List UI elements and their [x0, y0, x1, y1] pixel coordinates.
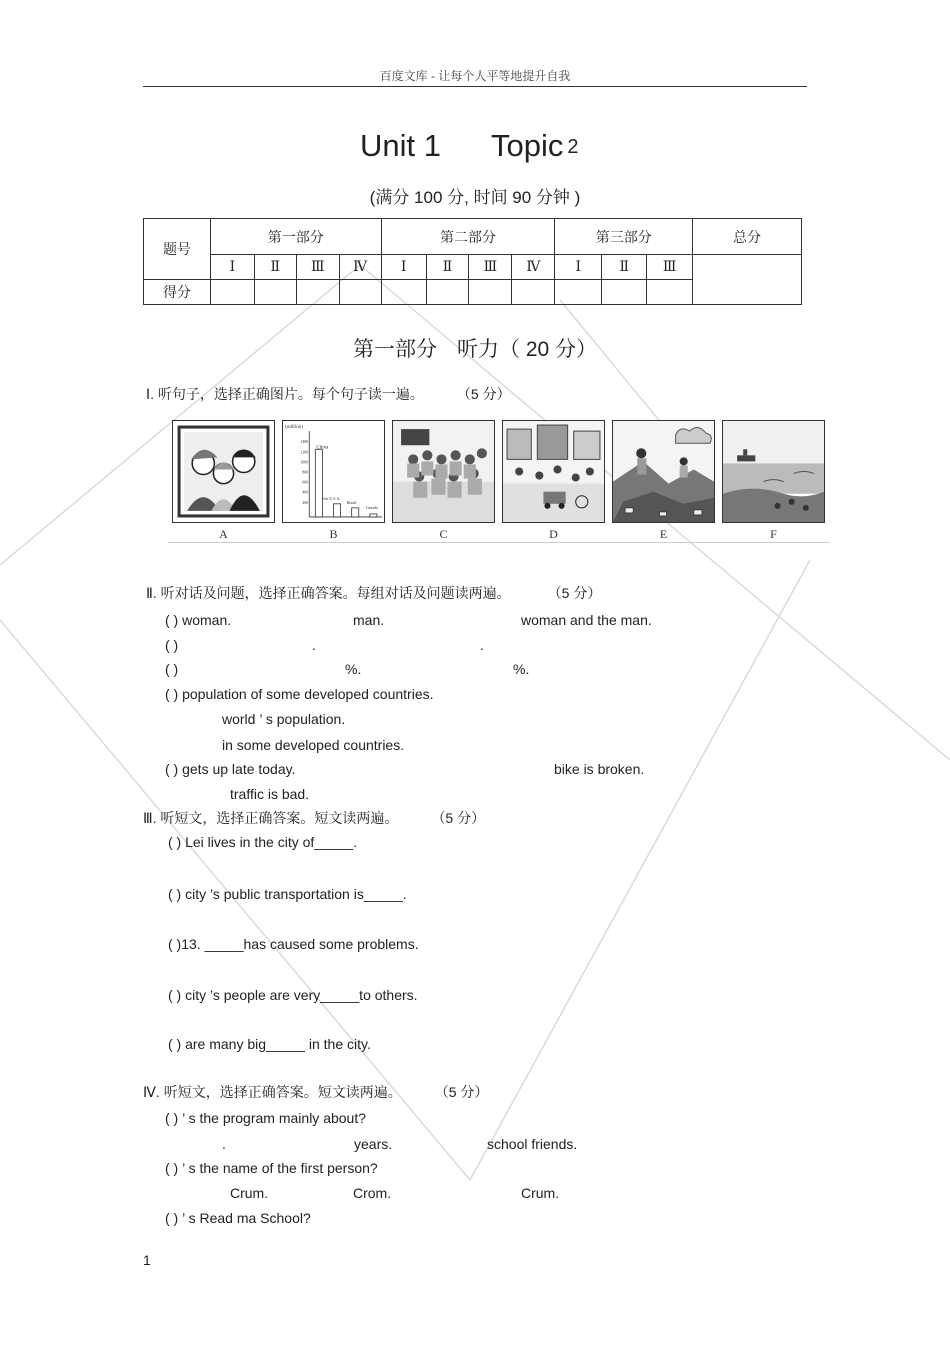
- title-topic: Topic: [490, 128, 564, 163]
- answer-option: in some developed countries.: [222, 737, 405, 753]
- part3-heading: [143, 808, 485, 828]
- chart-tick: 1200: [300, 449, 309, 455]
- answer-option: %.: [513, 661, 530, 677]
- part1-points: （5 分）: [463, 386, 511, 402]
- section1-heading: [0, 333, 950, 363]
- part1-heading-text: Ⅰ. 听句子，选择正确图片。每个句子读一遍。: [146, 386, 424, 402]
- answer-option: .: [222, 1136, 226, 1152]
- chart-tick: 600: [302, 479, 309, 485]
- part3-points: （5 分）: [438, 810, 486, 826]
- question-line: ( ) gets up late today.: [165, 761, 296, 777]
- score-table-total: 总分: [693, 219, 802, 255]
- answer-option: .: [312, 637, 316, 653]
- part4-points: （5 分）: [441, 1084, 489, 1100]
- picture-label-e: E: [659, 527, 668, 541]
- score-cell[interactable]: [296, 280, 339, 305]
- score-cell[interactable]: [339, 280, 381, 305]
- score-table: [143, 218, 802, 305]
- family-portrait-icon: [172, 420, 275, 523]
- chart-tick: 400: [302, 489, 309, 495]
- section1-title: 第一部分: [352, 338, 437, 361]
- crowded-classroom-icon: [392, 420, 495, 523]
- answer-option: world ’ s population.: [222, 711, 346, 727]
- score-cell[interactable]: [210, 280, 254, 305]
- question-line: ( ) woman.: [165, 612, 232, 628]
- polluted-mountain-icon: [612, 420, 715, 523]
- section1-subtitle: 听力（ 20 分）: [456, 338, 598, 361]
- question-line: ( ) ’ s Read ma School?: [165, 1210, 311, 1226]
- chart-label-usa: the U.S.A.: [323, 495, 341, 501]
- score-cell[interactable]: [647, 280, 693, 305]
- answer-option: .: [480, 637, 484, 653]
- picture-label-a: A: [219, 527, 228, 541]
- part1-heading: [146, 384, 511, 404]
- chart-unit-label: (million): [285, 424, 303, 431]
- chart-label-canada: Canada: [365, 504, 378, 510]
- score-table-label-score: 得分: [144, 280, 211, 305]
- question-line: ( ): [165, 661, 179, 677]
- score-col: Ⅳ: [512, 255, 555, 280]
- answer-option: bike is broken.: [554, 761, 645, 777]
- answer-option: Crum.: [521, 1185, 560, 1201]
- score-col: Ⅲ: [469, 255, 512, 280]
- score-col: Ⅲ: [296, 255, 339, 280]
- page-header: 百度文库 - 让每个人平等地提升自我: [379, 69, 571, 83]
- answer-option: Crom.: [353, 1185, 392, 1201]
- score-total-cell[interactable]: [693, 255, 802, 305]
- score-col: Ⅱ: [426, 255, 469, 280]
- chart-tick: 800: [302, 469, 309, 475]
- title-topic-number: 2: [567, 136, 579, 158]
- score-cell[interactable]: [555, 280, 602, 305]
- picture-label-c: C: [439, 527, 448, 541]
- question-line: ( ) are many big_____ in the city.: [168, 1036, 371, 1052]
- page-subtitle: (满分 100 分, 时间 90 分钟 ): [369, 188, 581, 207]
- page-title: [360, 128, 578, 164]
- header-divider: [143, 86, 807, 87]
- chart-tick: 1000: [300, 459, 309, 465]
- score-col: Ⅲ: [647, 255, 693, 280]
- answer-option: school friends.: [487, 1136, 578, 1152]
- part4-heading-text: Ⅳ. 听短文，选择正确答案。短文读两遍。: [143, 1084, 402, 1100]
- question-line: ( ) ’ s the program mainly about?: [165, 1110, 367, 1126]
- chart-tick: 1400: [300, 439, 309, 445]
- score-col: Ⅱ: [602, 255, 647, 280]
- part2-heading-text: Ⅱ. 听对话及问题，选择正确答案。每组对话及问题读两遍。: [146, 585, 511, 601]
- part4-heading: [143, 1082, 488, 1102]
- score-col: Ⅱ: [254, 255, 296, 280]
- part2-heading: [146, 583, 601, 603]
- score-col: Ⅰ: [555, 255, 602, 280]
- score-cell[interactable]: [381, 280, 426, 305]
- question-line: ( ): [165, 637, 179, 653]
- score-cell[interactable]: [602, 280, 647, 305]
- chart-label-china: China: [316, 444, 329, 451]
- score-col: Ⅰ: [210, 255, 254, 280]
- answer-option: years.: [354, 1136, 393, 1152]
- score-table-part1: 第一部分: [210, 219, 381, 255]
- score-table-label-question: 题号: [144, 219, 211, 280]
- score-table-part2: 第二部分: [381, 219, 555, 255]
- chart-tick: 200: [302, 499, 309, 505]
- question-line: ( ) population of some developed countries.: [165, 686, 434, 702]
- score-cell[interactable]: [426, 280, 469, 305]
- score-col: Ⅳ: [339, 255, 381, 280]
- score-table-part3: 第三部分: [555, 219, 693, 255]
- question-line: ( ) city ’s public transportation is_____.: [168, 886, 407, 902]
- title-unit: Unit 1: [360, 128, 441, 163]
- answer-option: woman and the man.: [521, 612, 652, 628]
- question-line: ( )13. _____has caused some problems.: [168, 936, 419, 952]
- picture-options: [168, 416, 830, 546]
- score-col: Ⅰ: [381, 255, 426, 280]
- question-line: ( ) ’ s the name of the first person?: [165, 1160, 378, 1176]
- score-cell[interactable]: [512, 280, 555, 305]
- part2-points: （5 分）: [554, 585, 602, 601]
- seaside-icon: [722, 420, 825, 523]
- answer-option: man.: [353, 612, 385, 628]
- busy-street-icon: [502, 420, 605, 523]
- page-number: 1: [143, 1252, 151, 1268]
- question-line: ( ) city ’s people are very_____to others.: [168, 987, 418, 1003]
- answer-option: Crum.: [230, 1185, 269, 1201]
- question-line: ( ) Lei lives in the city of_____.: [168, 834, 358, 850]
- answer-option: traffic is bad.: [230, 786, 310, 802]
- score-cell[interactable]: [254, 280, 296, 305]
- answer-option: %.: [345, 661, 362, 677]
- population-bar-chart-icon: [282, 420, 385, 523]
- picture-label-b: B: [329, 527, 338, 541]
- part3-heading-text: Ⅲ. 听短文，选择正确答案。短文读两遍。: [143, 810, 399, 826]
- picture-label-f: F: [770, 527, 777, 541]
- score-cell[interactable]: [469, 280, 512, 305]
- chart-label-brazil: Brazil: [346, 499, 357, 505]
- picture-label-d: D: [549, 527, 558, 541]
